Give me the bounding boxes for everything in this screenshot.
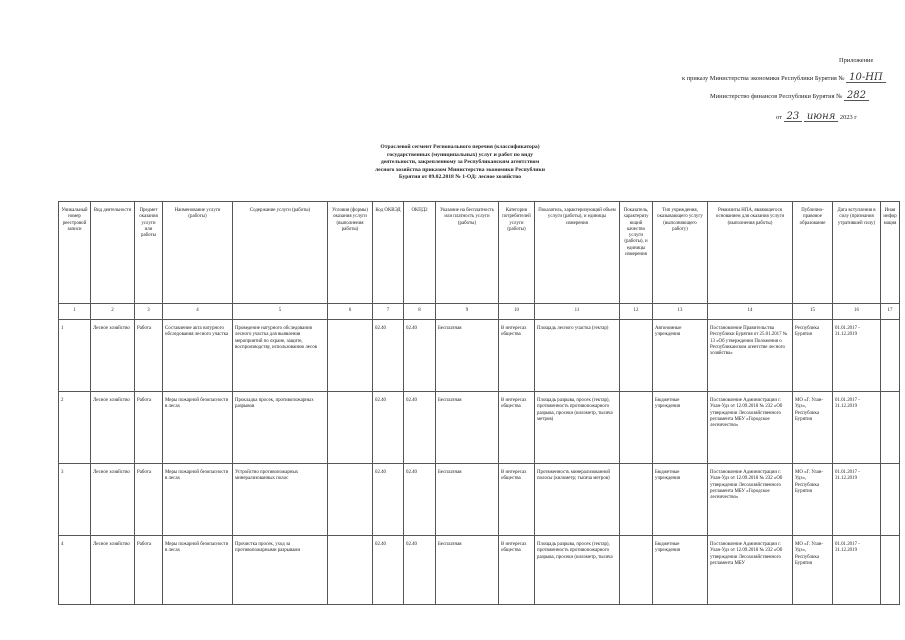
cell-date: 01.01.2017 - 31.12.2019 <box>833 464 881 536</box>
cell-number: 1 <box>59 320 91 392</box>
column-header: Дата вступления в силу (признания утратившей силу) <box>833 202 881 304</box>
cell-paid: Бесплатная <box>436 392 499 464</box>
column-number-row <box>59 304 900 320</box>
cell-content: Устройство противопожарных минерализованных полос <box>233 464 328 536</box>
cell-okpd: 02.40 <box>404 536 436 605</box>
column-header: ОКПД2 <box>404 202 436 304</box>
cell-consumers: В интересах общества <box>499 464 535 536</box>
cell-activity: Лесное хозяйство <box>91 392 135 464</box>
cell-okved: 02.40 <box>373 536 404 605</box>
cell-number: 3 <box>59 464 91 536</box>
cell-date: 01.01.2017 - 31.12.2019 <box>833 536 881 605</box>
cell-conditions <box>328 392 373 464</box>
title-line: государственных (муниципальных) услуг и работ по виду <box>386 151 534 158</box>
cell-conditions <box>328 320 373 392</box>
column-header: Реквизиты НПА, являющегося основанием для оказания услуги (выполнения работы) <box>708 202 793 304</box>
cell-volume: Площадь разрыва, просек (гектар), протяженность противопожарного разрыва, просеки (километр, тысяча метров) <box>535 392 620 464</box>
cell-number: 2 <box>59 392 91 464</box>
cell-subject: Работа <box>135 392 163 464</box>
cell-okpd: 02.40 <box>404 392 436 464</box>
table-header-row <box>59 202 900 304</box>
column-header: Публично-правовое образование <box>793 202 833 304</box>
column-header: Показатель, характеризующий качество услуги (работы), и единицы измерения <box>620 202 653 304</box>
order-number-handwritten: 10-НП <box>846 73 886 83</box>
table-row <box>59 536 900 605</box>
column-number: 12 <box>620 304 653 320</box>
cell-activity: Лесное хозяйство <box>91 464 135 536</box>
column-header: Тип учреждения, оказывающего услугу (выполняющего работу) <box>653 202 708 304</box>
column-number: 7 <box>373 304 404 320</box>
column-number: 3 <box>135 304 163 320</box>
cell-ppo: МО «Г. Улан-Удэ», Республика Бурятия <box>793 464 833 536</box>
cell-institution-type: Бюджетные учреждения <box>653 392 708 464</box>
column-number: 10 <box>499 304 535 320</box>
cell-other <box>881 392 900 464</box>
cell-paid: Бесплатная <box>436 464 499 536</box>
cell-subject: Работа <box>135 536 163 605</box>
registry-table <box>58 201 900 605</box>
date-month-handwritten: июня <box>804 112 838 122</box>
cell-quality <box>620 536 653 605</box>
column-header: Вид деятельности <box>91 202 135 304</box>
cell-content: Прокладка просек, противопожарных разрывов <box>233 392 328 464</box>
cell-paid: Бесплатная <box>436 320 499 392</box>
cell-volume: Площадь разрыва, просек (гектар), протяженность противопожарного разрыва, просеки (километр, тысяча <box>535 536 620 605</box>
cell-institution-type: Бюджетные учреждения <box>653 536 708 605</box>
finance-reference: Министерство финансов Республики Бурятия № 282 <box>710 91 869 101</box>
cell-okved: 02.40 <box>373 392 404 464</box>
cell-institution-type: Бюджетные учреждения <box>653 464 708 536</box>
cell-conditions <box>328 464 373 536</box>
column-number: 8 <box>404 304 436 320</box>
cell-institution-type: Автономные учреждения <box>653 320 708 392</box>
cell-number: 4 <box>59 536 91 605</box>
column-number: 6 <box>328 304 373 320</box>
column-header: Уникальный номер реестровой записи <box>59 202 91 304</box>
cell-ppo: МО «Г. Улан-Удэ», Республика Бурятия <box>793 392 833 464</box>
cell-activity: Лесное хозяйство <box>91 320 135 392</box>
cell-ppo: МО «Г. Улан-Удэ», Республика Бурятия <box>793 536 833 605</box>
attachment-label: Приложение <box>839 57 874 64</box>
cell-content: Проведение натурного обследования лесного участка для выявления мероприятий по охране, защите, воспроизводству, использованию лесов <box>233 320 328 392</box>
column-number: 11 <box>535 304 620 320</box>
cell-npa: Постановление Администрации г. Улан-Удэ от 12.09.2018 № 232 «Об утверждении Лесохозяйственного регламента МБУ <box>708 536 793 605</box>
title-line: деятельности, закрепленному за Республиканским агентством <box>380 159 540 166</box>
cell-subject: Работа <box>135 464 163 536</box>
cell-name: Меры пожарной безопасности в лесах <box>163 536 233 605</box>
cell-subject: Работа <box>135 320 163 392</box>
cell-ppo: Республика Бурятия <box>793 320 833 392</box>
column-header: Содержание услуги (работы) <box>233 202 328 304</box>
cell-quality <box>620 320 653 392</box>
column-header: Иная информация <box>881 202 900 304</box>
finance-number-handwritten: 282 <box>844 91 869 101</box>
column-header: Условия (формы) оказания услуги (выполнения работы) <box>328 202 373 304</box>
column-header: Код ОКВЭД <box>373 202 404 304</box>
cell-name: Составление акта натурного обследования лесного участка <box>163 320 233 392</box>
column-number: 17 <box>881 304 900 320</box>
cell-okpd: 02.40 <box>404 320 436 392</box>
cell-name: Меры пожарной безопасности в лесах <box>163 392 233 464</box>
title-line: лесного хозяйства приказом Министерства экономики Республики <box>375 166 545 173</box>
cell-quality <box>620 392 653 464</box>
column-number: 16 <box>833 304 881 320</box>
date-day-handwritten: 23 <box>784 112 803 122</box>
column-header: Категории потребителей услуги (работы) <box>499 202 535 304</box>
document-title <box>330 144 590 182</box>
cell-volume: Площадь лесного участка (гектар) <box>535 320 620 392</box>
cell-npa: Постановление Администрации г. Улан-Удэ от 12.09.2018 № 232 «Об утверждении Лесохозяйственного регламента МБУ «Городское лесничество» <box>708 392 793 464</box>
cell-other <box>881 320 900 392</box>
cell-okved: 02.40 <box>373 464 404 536</box>
column-number: 4 <box>163 304 233 320</box>
cell-npa: Постановление Правительства Республики Бурятия от 25.01.2017 № 13 «Об утверждении Положения о Республиканском агентстве лесного хозяйства» <box>708 320 793 392</box>
title-line: Отраслевой сегмент Регионального перечня (классификатора) <box>380 144 540 150</box>
order-reference: к приказу Министерства экономики Республики Бурятия № 10-НП <box>682 73 886 83</box>
cell-other <box>881 536 900 605</box>
column-header: Указание на бесплатность или платность услуги (работы) <box>436 202 499 304</box>
column-number: 14 <box>708 304 793 320</box>
cell-consumers: В интересах общества <box>499 320 535 392</box>
cell-activity: Лесное хозяйство <box>91 536 135 605</box>
cell-content: Прочистка просек, уход за противопожарными разрывами <box>233 536 328 605</box>
column-header: Показатель, характеризующий объем услуги (работы), и единицы измерения <box>535 202 620 304</box>
cell-quality <box>620 464 653 536</box>
column-number: 5 <box>233 304 328 320</box>
column-number: 1 <box>59 304 91 320</box>
cell-conditions <box>328 536 373 605</box>
table-row <box>59 320 900 392</box>
cell-okpd: 02.40 <box>404 464 436 536</box>
order-date: от 23 июня 2023 г <box>776 111 857 122</box>
cell-volume: Протяженность минерализованной полосы (километр; тысяча метров) <box>535 464 620 536</box>
cell-date: 01.01.2017 - 31.12.2019 <box>833 320 881 392</box>
table-row <box>59 392 900 464</box>
column-number: 15 <box>793 304 833 320</box>
column-number: 2 <box>91 304 135 320</box>
cell-consumers: В интересах общества <box>499 536 535 605</box>
cell-consumers: В интересах общества <box>499 392 535 464</box>
column-number: 9 <box>436 304 499 320</box>
cell-npa: Постановление Администрации г. Улан-Удэ от 12.09.2018 № 232 «Об утверждении Лесохозяйственного регламента МБУ «Городское лесничество» <box>708 464 793 536</box>
column-number: 13 <box>653 304 708 320</box>
column-header: Наименование услуги (работы) <box>163 202 233 304</box>
cell-other <box>881 464 900 536</box>
column-header: Предмет оказания услуги или работы <box>135 202 163 304</box>
table-row <box>59 464 900 536</box>
cell-date: 01.01.2017 - 31.12.2019 <box>833 392 881 464</box>
cell-paid: Бесплатная <box>436 536 499 605</box>
cell-okved: 02.40 <box>373 320 404 392</box>
title-line: Бурятия от 09.02.2018 № 1-ОД: лесное хозяйство <box>398 174 522 181</box>
cell-name: Меры пожарной безопасности в лесах <box>163 464 233 536</box>
